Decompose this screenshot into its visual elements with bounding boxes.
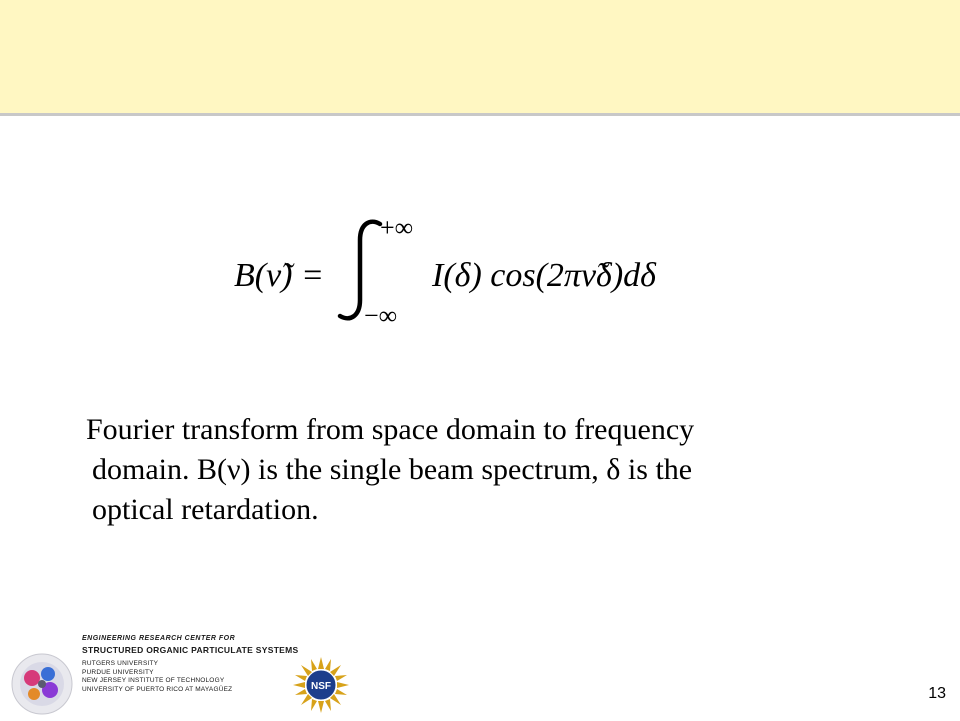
header-divider [0,113,960,116]
caption-line: optical retardation. [92,493,319,526]
integral-lower-limit: −∞ [364,301,398,330]
integral-upper-limit: +∞ [380,213,414,242]
caption-paragraph [86,410,846,530]
scope-title: STRUCTURED ORGANIC PARTICULATE SYSTEMS [82,645,299,655]
nsf-logo [292,656,350,714]
university-name: PURDUE UNIVERSITY [82,668,154,676]
caption-line: domain. B(ν) is the single beam spectrum, δ is the [92,453,693,486]
page-number: 13 [928,685,946,702]
nsf-label: NSF [311,681,331,692]
formula-graphic [232,210,702,330]
footer-center-text [82,634,312,694]
university-name: NEW JERSEY INSTITUTE OF TECHNOLOGY [82,677,225,684]
formula-integrand: I(δ) cos(2πν̃δ)dδ [432,257,656,294]
header-band [0,0,960,113]
caption-line: Fourier transform from space domain to frequency [86,413,695,446]
formula-lhs: B(ν̃) = [234,257,324,294]
erc-molecule-logo [10,652,74,716]
erc-title: ENGINEERING RESEARCH CENTER FOR [82,635,236,642]
university-name: RUTGERS UNIVERSITY [82,660,159,667]
fourier-formula [232,210,702,330]
university-name: UNIVERSITY OF PUERTO RICO AT MAYAGÜEZ [82,685,233,693]
